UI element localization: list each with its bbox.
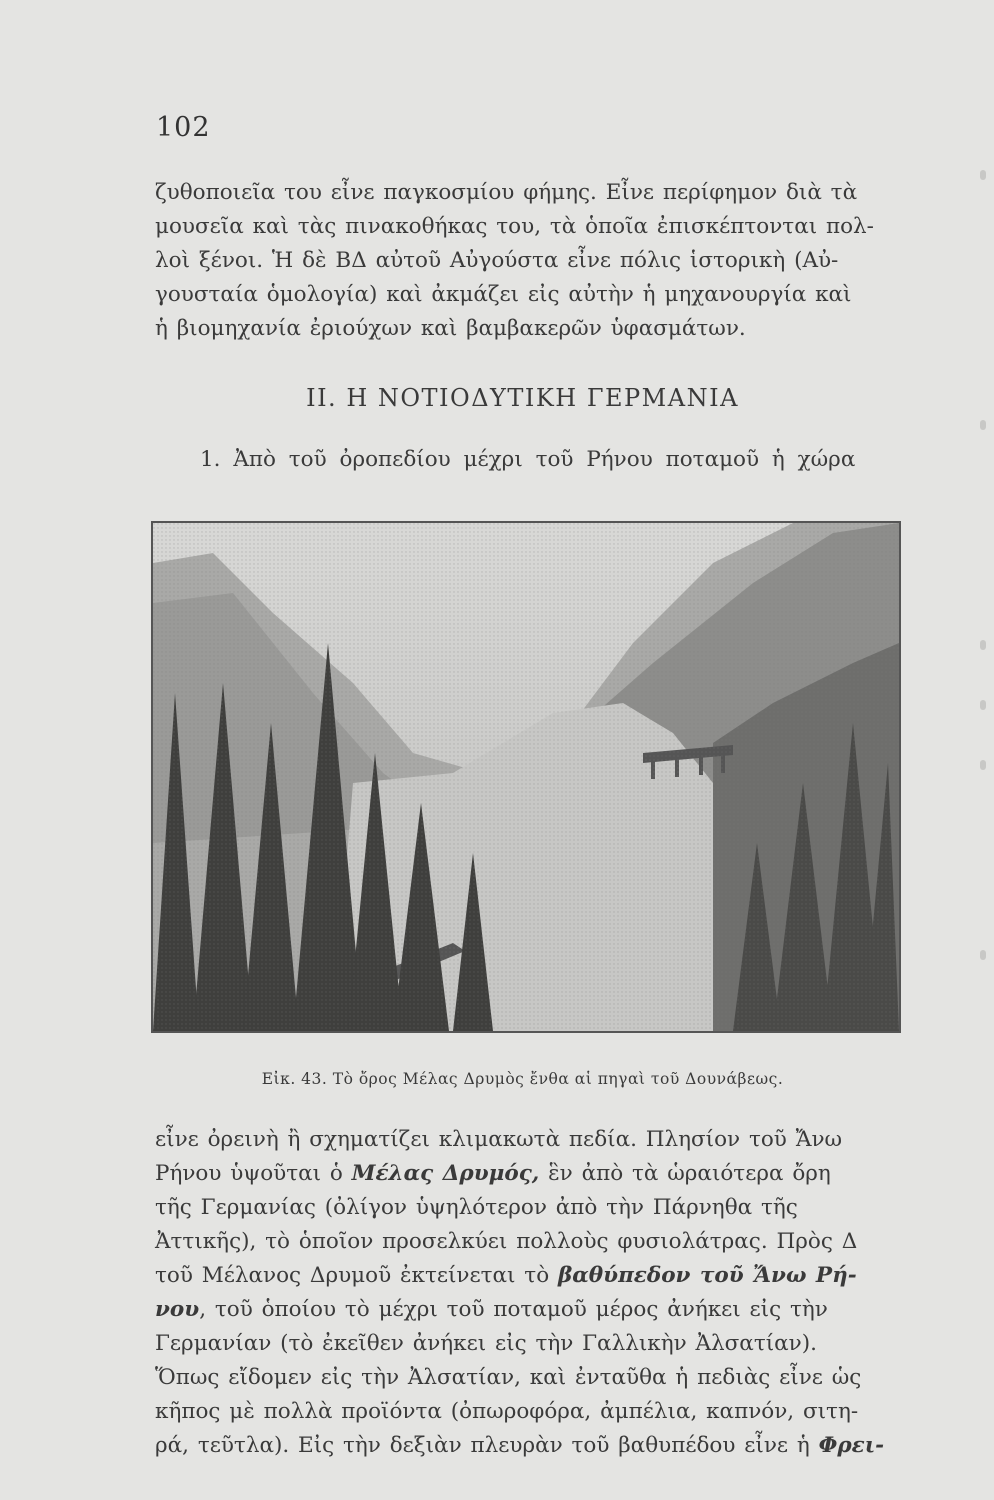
figure-photo-black-forest — [151, 521, 901, 1033]
text-line: τῆς Γερμανίας (ὀλίγον ὑψηλότερον ἀπὸ τὴν Πάρνηθα τῆς — [155, 1195, 798, 1220]
text-line: Γερμανίαν (τὸ ἐκεῖθεν ἀνήκει εἰς τὴν Γαλλικὴν Ἀλσατίαν). — [155, 1331, 817, 1356]
sub-heading: 1. Ἀπὸ τοῦ ὀροπεδίου μέχρι τοῦ Ρήνου ποταμοῦ ἡ χώρα — [200, 447, 856, 472]
text-line: εἶνε ὀρεινὴ ἢ σχηματίζει κλιμακωτὰ πεδία. Πλησίον τοῦ Ἄνω — [155, 1127, 843, 1152]
edge-mark — [980, 700, 986, 710]
text-line: μουσεῖα καὶ τὰς πινακοθήκας του, τὰ ὁποῖα ἐπισκέπτονται πολ- — [155, 214, 874, 239]
edge-mark — [980, 420, 986, 430]
edge-mark — [980, 640, 986, 650]
keyword-bathypedon: βαθύπεδον τοῦ Ἄνω Ρή- — [557, 1263, 857, 1288]
text-line: ἡ βιομηχανία ἐριούχων καὶ βαμβακερῶν ὑφασμάτων. — [155, 316, 746, 341]
text-line: λοὶ ξένοι. Ἡ δὲ ΒΔ αὐτοῦ Αὐγούστα εἶνε πόλις ἱστορικὴ (Αὐ- — [155, 248, 839, 273]
paragraph-top — [155, 176, 890, 346]
keyword-bathypedon-cont: νου — [155, 1297, 200, 1322]
text-line: Ὅπως εἴδομεν εἰς τὴν Ἀλσατίαν, καὶ ἐνταῦθα ἡ πεδιὰς εἶνε ὡς — [155, 1365, 862, 1390]
text-line — [155, 1259, 890, 1293]
text-line — [155, 1157, 890, 1191]
text-run: ρά, τεῦτλα). Εἰς τὴν δεξιὰν πλευρὰν τοῦ βαθυπέδου εἶνε ἡ — [155, 1433, 819, 1458]
text-run: ἓν ἀπὸ τὰ ὡραιότερα ὄρη — [539, 1161, 831, 1186]
figure-caption: Εἰκ. 43. Τὸ ὄρος Μέλας Δρυμὸς ἔνθα αἱ πηγαὶ τοῦ Δουνάβεως. — [261, 1070, 784, 1088]
text-line: ζυθοποιεῖα του εἶνε παγκοσμίου φήμης. Εἶνε περίφημον διὰ τὰ — [155, 180, 858, 205]
keyword-freiburg: Φρει- — [818, 1433, 885, 1458]
edge-mark — [980, 950, 986, 960]
page-number: 102 — [156, 112, 211, 143]
keyword-melas-drymos: Μέλας Δρυμός, — [351, 1161, 540, 1186]
edge-mark — [980, 170, 986, 180]
text-run: Ρήνου ὑψοῦται ὁ — [155, 1161, 352, 1186]
section-heading: II. Η ΝΟΤΙΟΔΥΤΙΚΗ ΓΕΡΜΑΝΙΑ — [306, 384, 739, 412]
text-line: Ἀττικῆς), τὸ ὁποῖον προσελκύει πολλοὺς φυσιολάτρας. Πρὸς Δ — [155, 1229, 858, 1254]
text-line — [155, 1293, 890, 1327]
text-line: γουσταία ὁμολογία) καὶ ἀκμάζει εἰς αὐτὴν ἡ μηχανουργία καὶ — [155, 282, 852, 307]
text-run: , τοῦ ὁποίου τὸ μέχρι τοῦ ποταμοῦ μέρος ἀνήκει εἰς τὴν — [199, 1297, 828, 1322]
mountain-landscape-image — [153, 523, 899, 1031]
edge-mark — [980, 760, 986, 770]
text-line: κῆπος μὲ πολλὰ προϊόντα (ὀπωροφόρα, ἀμπέλια, καπνόν, σιτη- — [155, 1399, 859, 1424]
text-line — [155, 1429, 890, 1463]
text-run: τοῦ Μέλανος Δρυμοῦ ἐκτείνεται τὸ — [155, 1263, 558, 1288]
paragraph-bottom — [155, 1123, 890, 1463]
